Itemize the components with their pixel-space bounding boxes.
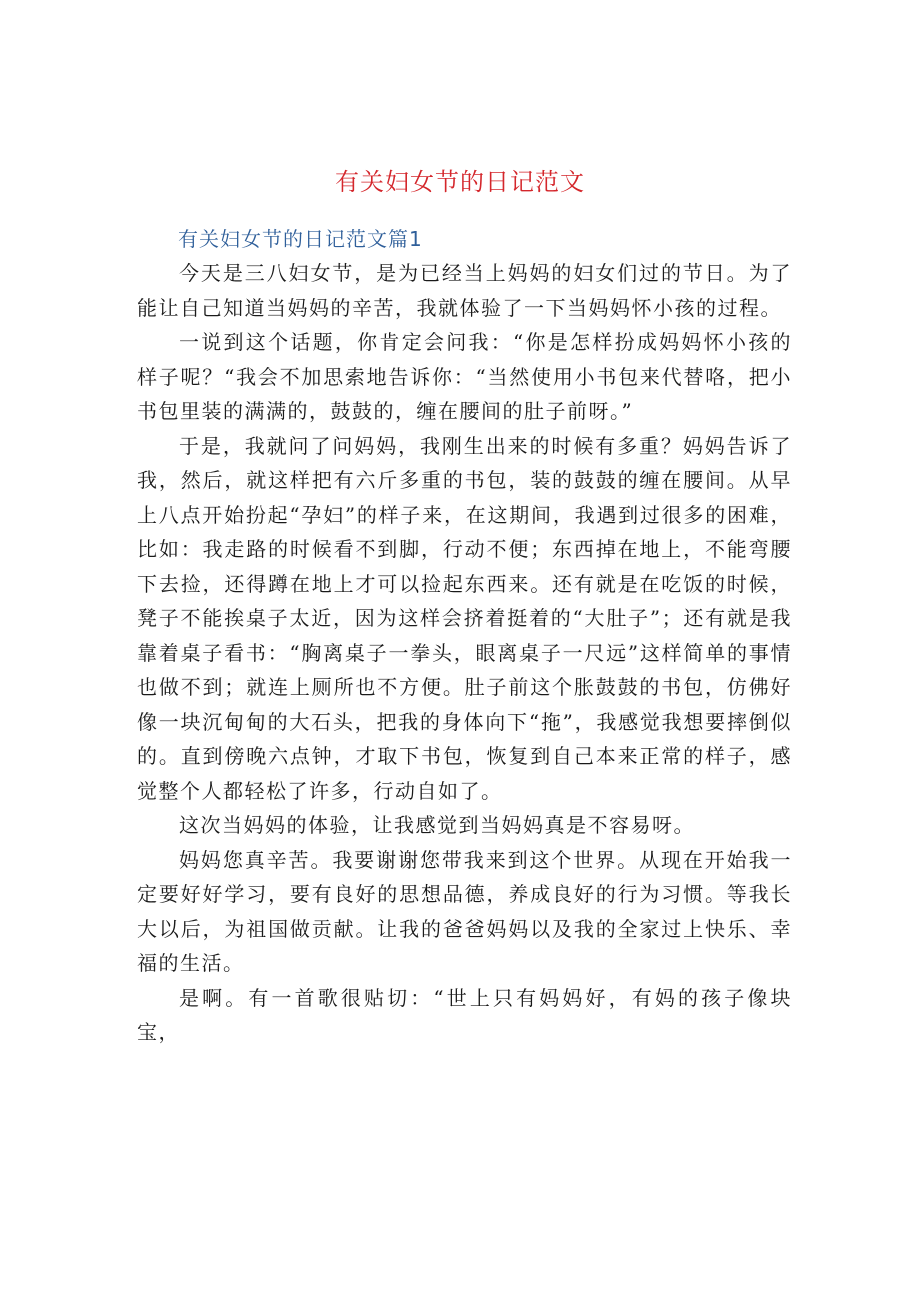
section-heading: 有关妇女节的日记范文篇1 bbox=[178, 227, 423, 251]
paragraph-4: 这次当妈妈的体验，让我感觉到当妈妈真是不容易呀。 bbox=[179, 813, 695, 837]
paragraph-5: 妈妈您真辛苦。我要谢谢您带我来到这个世界。从现在开始我一定要好好学习，要有良好的思想品德，养成良好的行为习惯。等我长大以后，为祖国做贡献。让我的爸爸妈妈以及我的全家过上快乐、幸福的生活。 bbox=[137, 847, 792, 975]
paragraph-3: 于是，我就问了问妈妈，我刚生出来的时候有多重？妈妈告诉了我，然后，就这样把有六斤多重的书包，装的鼓鼓的缠在腰间。从早上八点开始扮起“孕妇”的样子来，在这期间，我遇到过很多的困难，比如：我走路的时候看不到脚，行动不便；东西掉在地上，不能弯腰下去捡，还得蹲在地上才可以捡起东西来。还有就是在吃饭的时候，凳子不能挨桌子太近，因为这样会挤着挺着的“大肚子”；还有就是我靠着桌子看书：“胸离桌子一拳头，眼离桌子一尺远”这样简单的事情也做不到；就连上厕所也不方便。肚子前这个胀鼓鼓的书包，仿佛好像一块沉甸甸的大石头，把我的身体向下“拖”，我感觉我想要摔倒似的。直到傍晚六点钟，才取下书包，恢复到自己本来正常的样子，感觉整个人都轻松了许多，行动自如了。 bbox=[137, 433, 792, 803]
paragraph-2: 一说到这个话题，你肯定会问我：“你是怎样扮成妈妈怀小孩的样子呢？“我会不加思索地告诉你：“当然使用小书包来代替咯，把小书包里装的满满的，鼓鼓的，缠在腰间的肚子前呀。” bbox=[137, 330, 792, 423]
paragraph-1: 今天是三八妇女节，是为已经当上妈妈的妇女们过的节日。为了能让自己知道当妈妈的辛苦，我就体验了一下当妈妈怀小孩的过程。 bbox=[137, 261, 792, 320]
document-title: 有关妇女节的日记范文 bbox=[335, 168, 585, 196]
article-body bbox=[137, 256, 792, 1050]
paragraph-6: 是啊。有一首歌很贴切：“世上只有妈妈好，有妈的孩子像块宝， bbox=[137, 985, 792, 1044]
